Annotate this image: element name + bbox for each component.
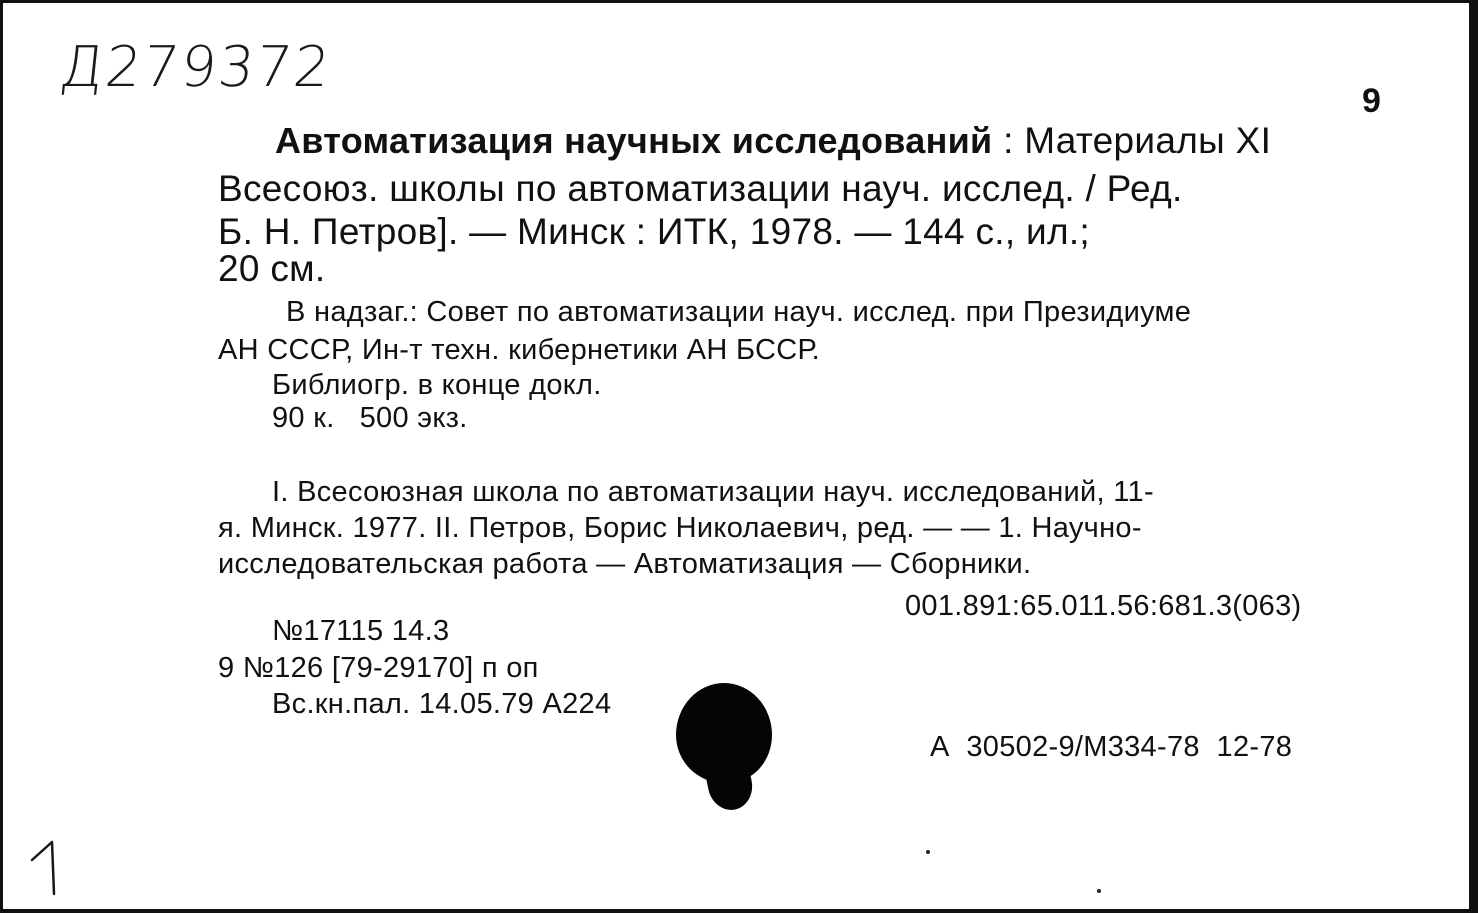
description-line-1: Всесоюз. школы по автоматизации науч. исслед. / Ред. [218, 168, 1183, 209]
registry-line-1: №17115 14.3 [272, 615, 450, 647]
registry-line-2: 9 №126 [79-29170] п оп [218, 652, 539, 684]
card-edge-left [0, 0, 3, 913]
note-line-1: В надзаг.: Совет по автоматизации науч. исслед. при Президиуме [286, 296, 1192, 328]
handwritten-mark-text: 1 [28, 838, 29, 839]
print-code: А 30502-9/М334-78 12-78 [930, 731, 1293, 763]
handwritten-call-number: Д279372 [56, 35, 335, 100]
title-rest: : Материалы XI [992, 120, 1272, 161]
title-line [275, 122, 1271, 159]
tracing-line-3: исследовательская работа — Автоматизация — Сборники. [218, 548, 1032, 580]
note-line-2: АН СССР, Ин-т техн. кибернетики АН БССР. [218, 334, 820, 366]
corner-number: 9 [1362, 82, 1381, 120]
description-line-2: Б. Н. Петров]. — Минск : ИТК, 1978. — 144 с., ил.; [218, 211, 1091, 252]
paper-speck [926, 850, 930, 854]
registry-line-3: Вс.кн.пал. 14.05.79 А224 [272, 688, 612, 720]
note-bibliography: Библиогр. в конце докл. [272, 369, 602, 401]
description-line-3: 20 см. [218, 248, 326, 289]
title-bold: Автоматизация научных исследований [275, 120, 993, 161]
card-edge-top [0, 0, 1478, 3]
card-edge-right [1469, 0, 1478, 913]
udc-code: 001.891:65.011.56:681.3(063) [905, 590, 1302, 622]
card-edge-bottom [0, 909, 1478, 913]
handwritten-mark [28, 838, 68, 898]
tracing-line-1: I. Всесоюзная школа по автоматизации науч. исследований, 11- [272, 476, 1154, 508]
note-price-copies: 90 к. 500 экз. [272, 402, 468, 434]
paper-speck [1097, 889, 1101, 893]
tracing-line-2: я. Минск. 1977. II. Петров, Борис Николаевич, ред. — — 1. Научно- [218, 512, 1142, 544]
